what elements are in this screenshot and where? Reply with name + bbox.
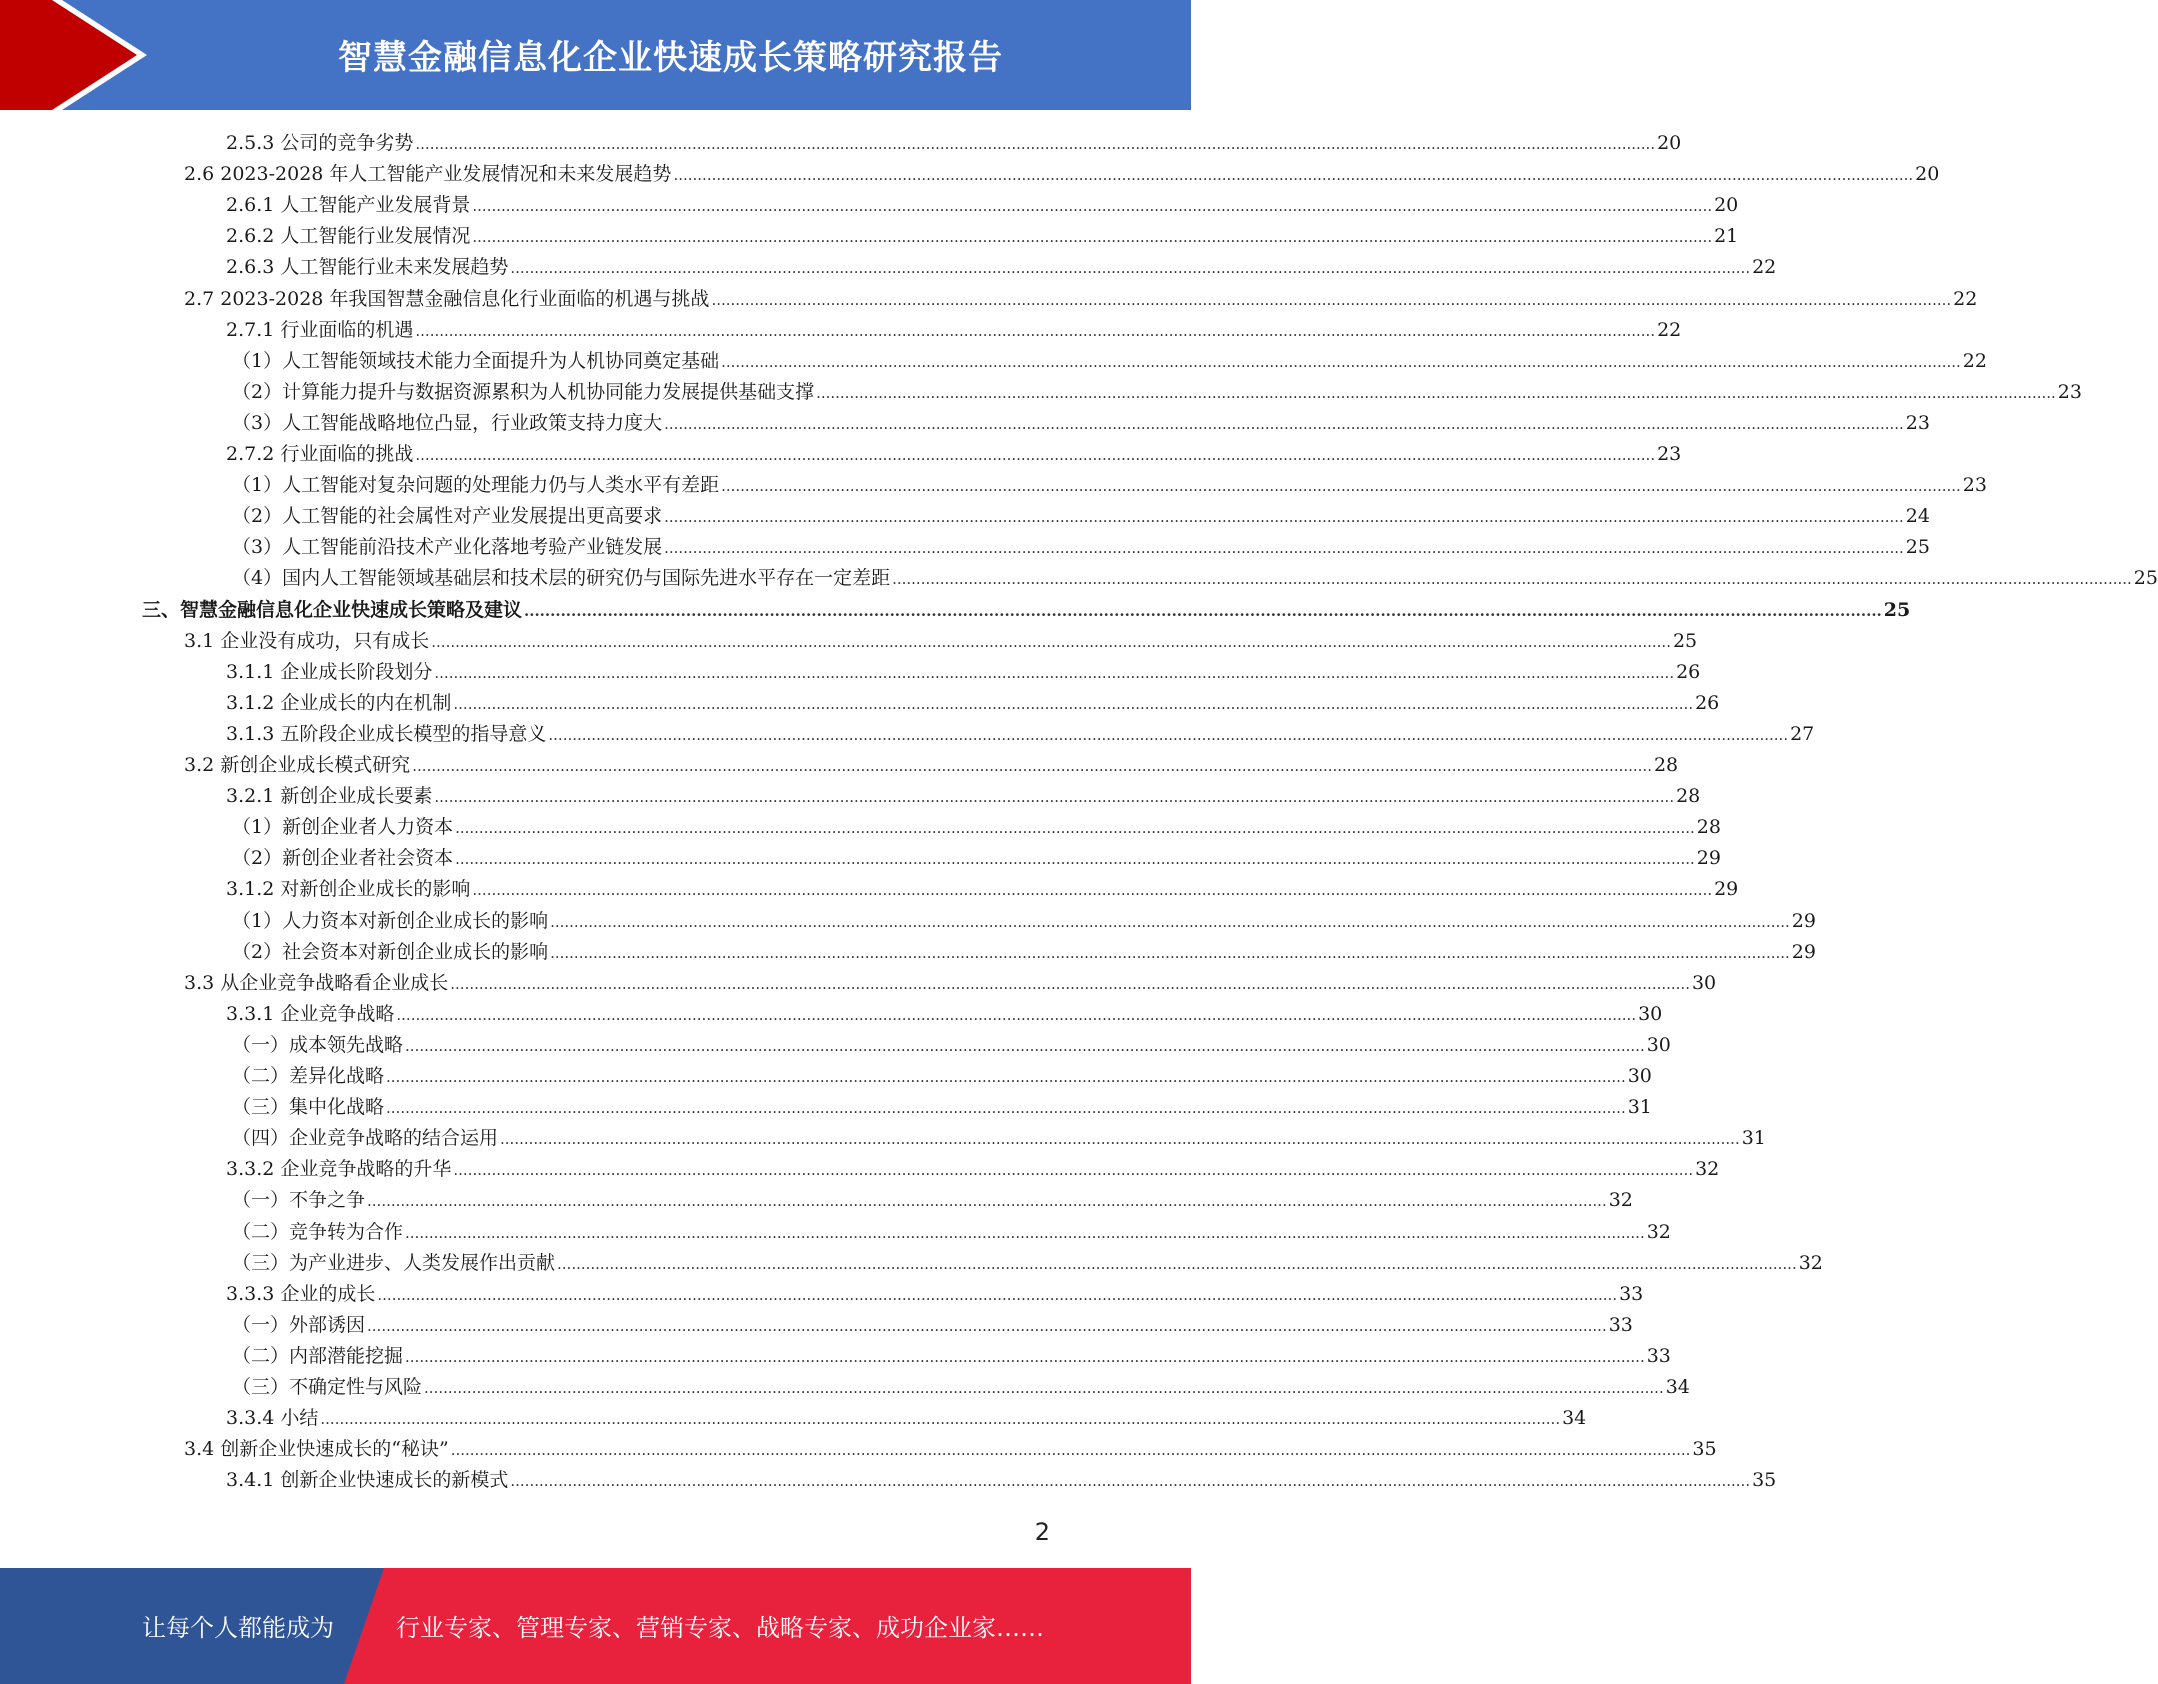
toc-entry-title: 3.3.3 企业的成长 xyxy=(226,1282,376,1305)
toc-dot-leader: .................................................................................................................................................................................................................................................................... xyxy=(455,819,1695,838)
toc-entry-page: 25 xyxy=(1672,629,1698,652)
toc-entry-title: （3）人工智能前沿技术产业化落地考验产业链发展 xyxy=(232,536,663,559)
toc-dot-leader: .................................................................................................................................................................................................................................................................... xyxy=(524,601,1882,620)
toc-entry-title: 3.3.2 企业竞争战略的升华 xyxy=(226,1158,452,1181)
toc-entry[interactable] xyxy=(232,812,1721,843)
toc-entry[interactable] xyxy=(232,377,2082,408)
toc-entry-page: 29 xyxy=(1791,909,1816,932)
toc-entry-page: 34 xyxy=(1665,1376,1690,1398)
toc-dot-leader: .................................................................................................................................................................................................................................................................... xyxy=(721,352,1961,371)
toc-dot-leader: .................................................................................................................................................................................................................................................................... xyxy=(415,321,1656,340)
toc-entry[interactable] xyxy=(232,501,1930,532)
toc-entry-page: 30 xyxy=(1638,1002,1663,1025)
toc-entry-page: 29 xyxy=(1714,878,1739,901)
toc-entry[interactable] xyxy=(226,190,1739,221)
toc-entry-title: 3.1.3 五阶段企业成长模型的指导意义 xyxy=(226,722,547,745)
toc-entry-page: 29 xyxy=(1791,940,1816,963)
toc-dot-leader: .................................................................................................................................................................................................................................................................... xyxy=(664,508,1904,527)
toc-entry-title: （2）人工智能的社会属性对产业发展提出更高要求 xyxy=(232,505,663,528)
toc-dot-leader: .................................................................................................................................................................................................................................................................... xyxy=(455,850,1695,869)
toc-entry-title: 3.4.1 创新企业快速成长的新模式 xyxy=(226,1469,509,1492)
toc-entry-title: 2.7 2023-2028 年我国智慧金融信息化行业面临的机遇与挑战 xyxy=(184,287,710,310)
toc-entry[interactable] xyxy=(232,937,1816,968)
toc-entry[interactable] xyxy=(226,1154,1720,1185)
toc-entry[interactable] xyxy=(232,346,1987,377)
toc-entry-page: 23 xyxy=(2057,380,2082,403)
toc-entry-title: （三）不确定性与风险 xyxy=(232,1376,423,1398)
toc-dot-leader: .................................................................................................................................................................................................................................................................... xyxy=(367,1316,1607,1335)
toc-dot-leader: .................................................................................................................................................................................................................................................................... xyxy=(550,912,1790,931)
toc-dot-leader: .................................................................................................................................................................................................................................................................... xyxy=(424,1379,1664,1397)
toc-entry-title: （二）竞争转为合作 xyxy=(232,1220,404,1243)
toc-entry-page: 31 xyxy=(1741,1127,1766,1150)
toc-entry-page: 23 xyxy=(1962,474,1987,497)
toc-entry[interactable] xyxy=(232,408,1930,439)
toc-dot-leader: .................................................................................................................................................................................................................................................................... xyxy=(664,414,1904,433)
toc-entry-title: 3.3.1 企业竞争战略 xyxy=(226,1002,395,1025)
toc-entry-page: 32 xyxy=(1646,1220,1671,1243)
toc-entry-title: （3）人工智能战略地位凸显，行业政策支持力度大 xyxy=(232,411,663,434)
toc-entry-title: 3.1 企业没有成功，只有成长 xyxy=(184,629,430,652)
toc-entry-page: 33 xyxy=(1608,1313,1633,1336)
footer-slogan-right: 行业专家、管理专家、营销专家、战略专家、成功企业家…… xyxy=(396,1614,1044,1642)
toc-dot-leader: .................................................................................................................................................................................................................................................................... xyxy=(673,166,1914,185)
toc-entry-page: 26 xyxy=(1676,660,1701,683)
toc-entry[interactable] xyxy=(226,1279,1644,1310)
toc-dot-leader: .................................................................................................................................................................................................................................................................... xyxy=(405,1036,1645,1055)
toc-dot-leader: .................................................................................................................................................................................................................................................................... xyxy=(434,663,1675,682)
toc-entry-title: 2.6 2023-2028 年人工智能产业发展情况和未来发展趋势 xyxy=(184,163,672,186)
toc-entry-page: 22 xyxy=(1657,318,1682,341)
toc-entry-title: 3.4 创新企业快速成长的“秘诀” xyxy=(184,1438,449,1461)
toc-entry-title: （1）人工智能对复杂问题的处理能力仍与人类水平有差距 xyxy=(232,474,720,497)
toc-entry[interactable] xyxy=(232,1092,1652,1123)
toc-dot-leader: .................................................................................................................................................................................................................................................................... xyxy=(721,477,1961,496)
toc-dot-leader: .................................................................................................................................................................................................................................................................... xyxy=(431,632,1671,651)
toc-entry-title: （一）外部诱因 xyxy=(232,1313,366,1336)
toc-entry[interactable] xyxy=(226,781,1701,812)
toc-dot-leader: .................................................................................................................................................................................................................................................................... xyxy=(396,1005,1637,1024)
toc-dot-leader: .................................................................................................................................................................................................................................................................... xyxy=(550,943,1790,962)
toc-dot-leader: .................................................................................................................................................................................................................................................................... xyxy=(472,228,1713,247)
toc-entry-page: 28 xyxy=(1696,816,1721,839)
toc-entry-title: 2.7.2 行业面临的挑战 xyxy=(226,443,414,465)
toc-dot-leader: .................................................................................................................................................................................................................................................................... xyxy=(405,1347,1645,1366)
toc-entry[interactable] xyxy=(232,1310,1633,1341)
toc-entry[interactable] xyxy=(184,159,1940,190)
toc-entry-page: 22 xyxy=(1962,349,1987,372)
toc-entry[interactable] xyxy=(232,470,1987,501)
toc-entry-title: （1）人力资本对新创企业成长的影响 xyxy=(232,909,549,932)
toc-entry-title: （2）社会资本对新创企业成长的影响 xyxy=(232,940,549,963)
toc-dot-leader: .................................................................................................................................................................................................................................................................... xyxy=(510,1472,1751,1491)
toc-entry-title: 2.7.1 行业面临的机遇 xyxy=(226,318,414,341)
toc-dot-leader: .................................................................................................................................................................................................................................................................... xyxy=(367,1192,1607,1211)
toc-dot-leader: .................................................................................................................................................................................................................................................................... xyxy=(500,1130,1740,1149)
toc-entry-title: 3.3 从企业竞争战略看企业成长 xyxy=(184,971,449,994)
toc-entry[interactable] xyxy=(232,1217,1671,1248)
toc-entry-title: 2.6.1 人工智能产业发展背景 xyxy=(226,194,471,217)
toc-entry[interactable] xyxy=(226,657,1701,688)
toc-entry-title: （三）集中化战略 xyxy=(232,1096,385,1119)
toc-dot-leader: .................................................................................................................................................................................................................................................................... xyxy=(377,1285,1618,1304)
toc-entry-title: 3.1.2 企业成长的内在机制 xyxy=(226,691,452,714)
toc-dot-leader: .................................................................................................................................................................................................................................................................... xyxy=(415,135,1656,153)
toc-entry[interactable] xyxy=(226,688,1720,719)
toc-entry-page: 25 xyxy=(1905,536,1930,559)
toc-entry-page: 29 xyxy=(1696,847,1721,870)
toc-entry-page: 21 xyxy=(1714,225,1739,248)
toc-entry[interactable] xyxy=(232,1123,1766,1154)
toc-dot-leader: .................................................................................................................................................................................................................................................................... xyxy=(386,1099,1626,1118)
toc-entry[interactable] xyxy=(232,1372,1690,1403)
toc-dot-leader: .................................................................................................................................................................................................................................................................... xyxy=(320,1410,1561,1429)
toc-dot-leader: .................................................................................................................................................................................................................................................................... xyxy=(711,290,1952,309)
toc-entry[interactable] xyxy=(232,532,1930,563)
toc-entry-page: 20 xyxy=(1714,194,1739,217)
toc-entry[interactable] xyxy=(226,315,1682,346)
toc-entry-page: 32 xyxy=(1695,1158,1720,1181)
toc-entry-page: 22 xyxy=(1752,256,1777,279)
toc-entry-title: （二）差异化战略 xyxy=(232,1065,385,1087)
toc-entry-page: 20 xyxy=(1915,163,1940,186)
toc-entry-page: 20 xyxy=(1657,132,1682,154)
toc-entry-title: 2.6.2 人工智能行业发展情况 xyxy=(226,225,471,248)
toc-entry[interactable] xyxy=(142,595,1911,626)
toc-dot-leader: .................................................................................................................................................................................................................................................................... xyxy=(892,570,2132,589)
toc-dot-leader: .................................................................................................................................................................................................................................................................... xyxy=(450,1441,1691,1460)
toc-entry-title: （三）为产业进步、人类发展作出贡献 xyxy=(232,1251,556,1274)
toc-dot-leader: .................................................................................................................................................................................................................................................................... xyxy=(453,1161,1694,1180)
footer-slogan-left: 让每个人都能成为 xyxy=(142,1614,334,1642)
toc-entry[interactable] xyxy=(226,1403,1587,1434)
toc-dot-leader: .................................................................................................................................................................................................................................................................... xyxy=(434,788,1675,807)
page-number: 2 xyxy=(1034,1518,1050,1546)
toc-dot-leader: .................................................................................................................................................................................................................................................................... xyxy=(816,383,2056,402)
toc-entry-page: 32 xyxy=(1798,1251,1823,1274)
toc-entry-page: 22 xyxy=(1953,287,1978,310)
toc-entry[interactable] xyxy=(184,968,1717,999)
toc-entry-page: 30 xyxy=(1627,1065,1652,1087)
toc-entry-title: 三、智慧金融信息化企业快速成长策略及建议 xyxy=(142,598,523,621)
toc-entry[interactable] xyxy=(226,999,1663,1030)
toc-dot-leader: .................................................................................................................................................................................................................................................................... xyxy=(557,1254,1797,1273)
toc-entry-title: 3.3.4 小结 xyxy=(226,1407,319,1430)
toc-entry[interactable] xyxy=(184,750,1679,781)
toc-entry-page: 28 xyxy=(1676,785,1701,808)
toc-entry-title: 3.2.1 新创企业成长要素 xyxy=(226,785,433,808)
toc-dot-leader: .................................................................................................................................................................................................................................................................... xyxy=(405,1223,1645,1242)
toc-entry-page: 34 xyxy=(1562,1407,1587,1430)
toc-entry[interactable] xyxy=(232,1061,1652,1092)
toc-entry-page: 28 xyxy=(1653,754,1679,776)
toc-entry[interactable] xyxy=(226,719,1815,750)
toc-entry[interactable] xyxy=(184,1434,1717,1465)
toc-entry-page: 24 xyxy=(1905,505,1930,528)
toc-entry-page: 30 xyxy=(1691,971,1717,994)
toc-entry-title: （一）不争之争 xyxy=(232,1189,366,1212)
toc-entry[interactable] xyxy=(232,906,1816,937)
toc-entry-page: 26 xyxy=(1695,691,1720,714)
toc-dot-leader: .................................................................................................................................................................................................................................................................... xyxy=(548,725,1789,744)
toc-dot-leader: .................................................................................................................................................................................................................................................................... xyxy=(453,694,1694,713)
toc-dot-leader: .................................................................................................................................................................................................................................................................... xyxy=(510,259,1751,278)
toc-entry[interactable] xyxy=(226,221,1739,252)
toc-entry-page: 33 xyxy=(1619,1282,1644,1305)
toc-entry-page: 32 xyxy=(1608,1189,1633,1212)
toc-entry-title: （2）新创企业者社会资本 xyxy=(232,847,454,870)
toc-dot-leader: .................................................................................................................................................................................................................................................................... xyxy=(412,757,1652,775)
toc-entry[interactable] xyxy=(232,1185,1633,1216)
toc-dot-leader: .................................................................................................................................................................................................................................................................... xyxy=(450,974,1690,993)
toc-entry[interactable] xyxy=(232,563,2158,594)
toc-entry-page: 25 xyxy=(2133,567,2158,590)
toc-entry-title: （四）企业竞争战略的结合运用 xyxy=(232,1127,499,1150)
toc-entry-page: 35 xyxy=(1752,1469,1777,1492)
toc-entry-page: 35 xyxy=(1692,1438,1717,1461)
toc-dot-leader: .................................................................................................................................................................................................................................................................... xyxy=(386,1068,1626,1086)
toc-dot-leader: .................................................................................................................................................................................................................................................................... xyxy=(415,446,1656,464)
toc-entry-title: （1）人工智能领域技术能力全面提升为人机协同奠定基础 xyxy=(232,349,720,372)
toc-entry-page: 23 xyxy=(1905,411,1930,434)
toc-entry-title: 2.5.3 公司的竞争劣势 xyxy=(226,132,414,154)
toc-dot-leader: .................................................................................................................................................................................................................................................................... xyxy=(472,197,1713,216)
report-title: 智慧金融信息化企业快速成长策略研究报告 xyxy=(338,38,1003,78)
toc-entry[interactable] xyxy=(232,1248,1823,1279)
toc-entry[interactable] xyxy=(226,874,1739,905)
report-header xyxy=(0,0,1191,110)
toc-entry[interactable] xyxy=(226,128,1682,159)
toc-entry[interactable] xyxy=(232,1030,1671,1061)
toc-entry-title: 2.6.3 人工智能行业未来发展趋势 xyxy=(226,256,509,279)
toc-entry-title: （4）国内人工智能领域基础层和技术层的研究仍与国际先进水平存在一定差距 xyxy=(232,567,891,590)
toc-entry-page: 30 xyxy=(1646,1033,1671,1056)
toc-entry-page: 25 xyxy=(1883,598,1911,621)
toc-entry[interactable] xyxy=(226,252,1777,283)
toc-entry-page: 31 xyxy=(1627,1096,1652,1119)
toc-entry-title: （一）成本领先战略 xyxy=(232,1033,404,1056)
toc-entry-page: 23 xyxy=(1657,443,1682,465)
toc-entry[interactable] xyxy=(226,439,1682,470)
toc-entry[interactable] xyxy=(232,843,1721,874)
toc-entry-title: 3.1.2 对新创企业成长的影响 xyxy=(226,878,471,901)
toc-entry[interactable] xyxy=(184,626,1698,657)
toc-entry-title: （二）内部潜能挖掘 xyxy=(232,1344,404,1367)
toc-dot-leader: .................................................................................................................................................................................................................................................................... xyxy=(664,539,1904,558)
toc-entry[interactable] xyxy=(226,1465,1777,1496)
toc-entry-title: 3.2 新创企业成长模式研究 xyxy=(184,754,411,776)
toc-entry-page: 27 xyxy=(1790,722,1815,745)
report-footer xyxy=(0,1568,1191,1684)
toc-entry-page: 33 xyxy=(1646,1344,1671,1367)
toc-entry-title: （2）计算能力提升与数据资源累积为人机协同能力发展提供基础支撑 xyxy=(232,380,815,403)
toc-dot-leader: .................................................................................................................................................................................................................................................................... xyxy=(472,881,1713,900)
toc-entry[interactable] xyxy=(232,1341,1671,1372)
toc-entry[interactable] xyxy=(184,284,1978,315)
toc-entry-title: 3.1.1 企业成长阶段划分 xyxy=(226,660,433,683)
toc-entry-title: （1）新创企业者人力资本 xyxy=(232,816,454,839)
